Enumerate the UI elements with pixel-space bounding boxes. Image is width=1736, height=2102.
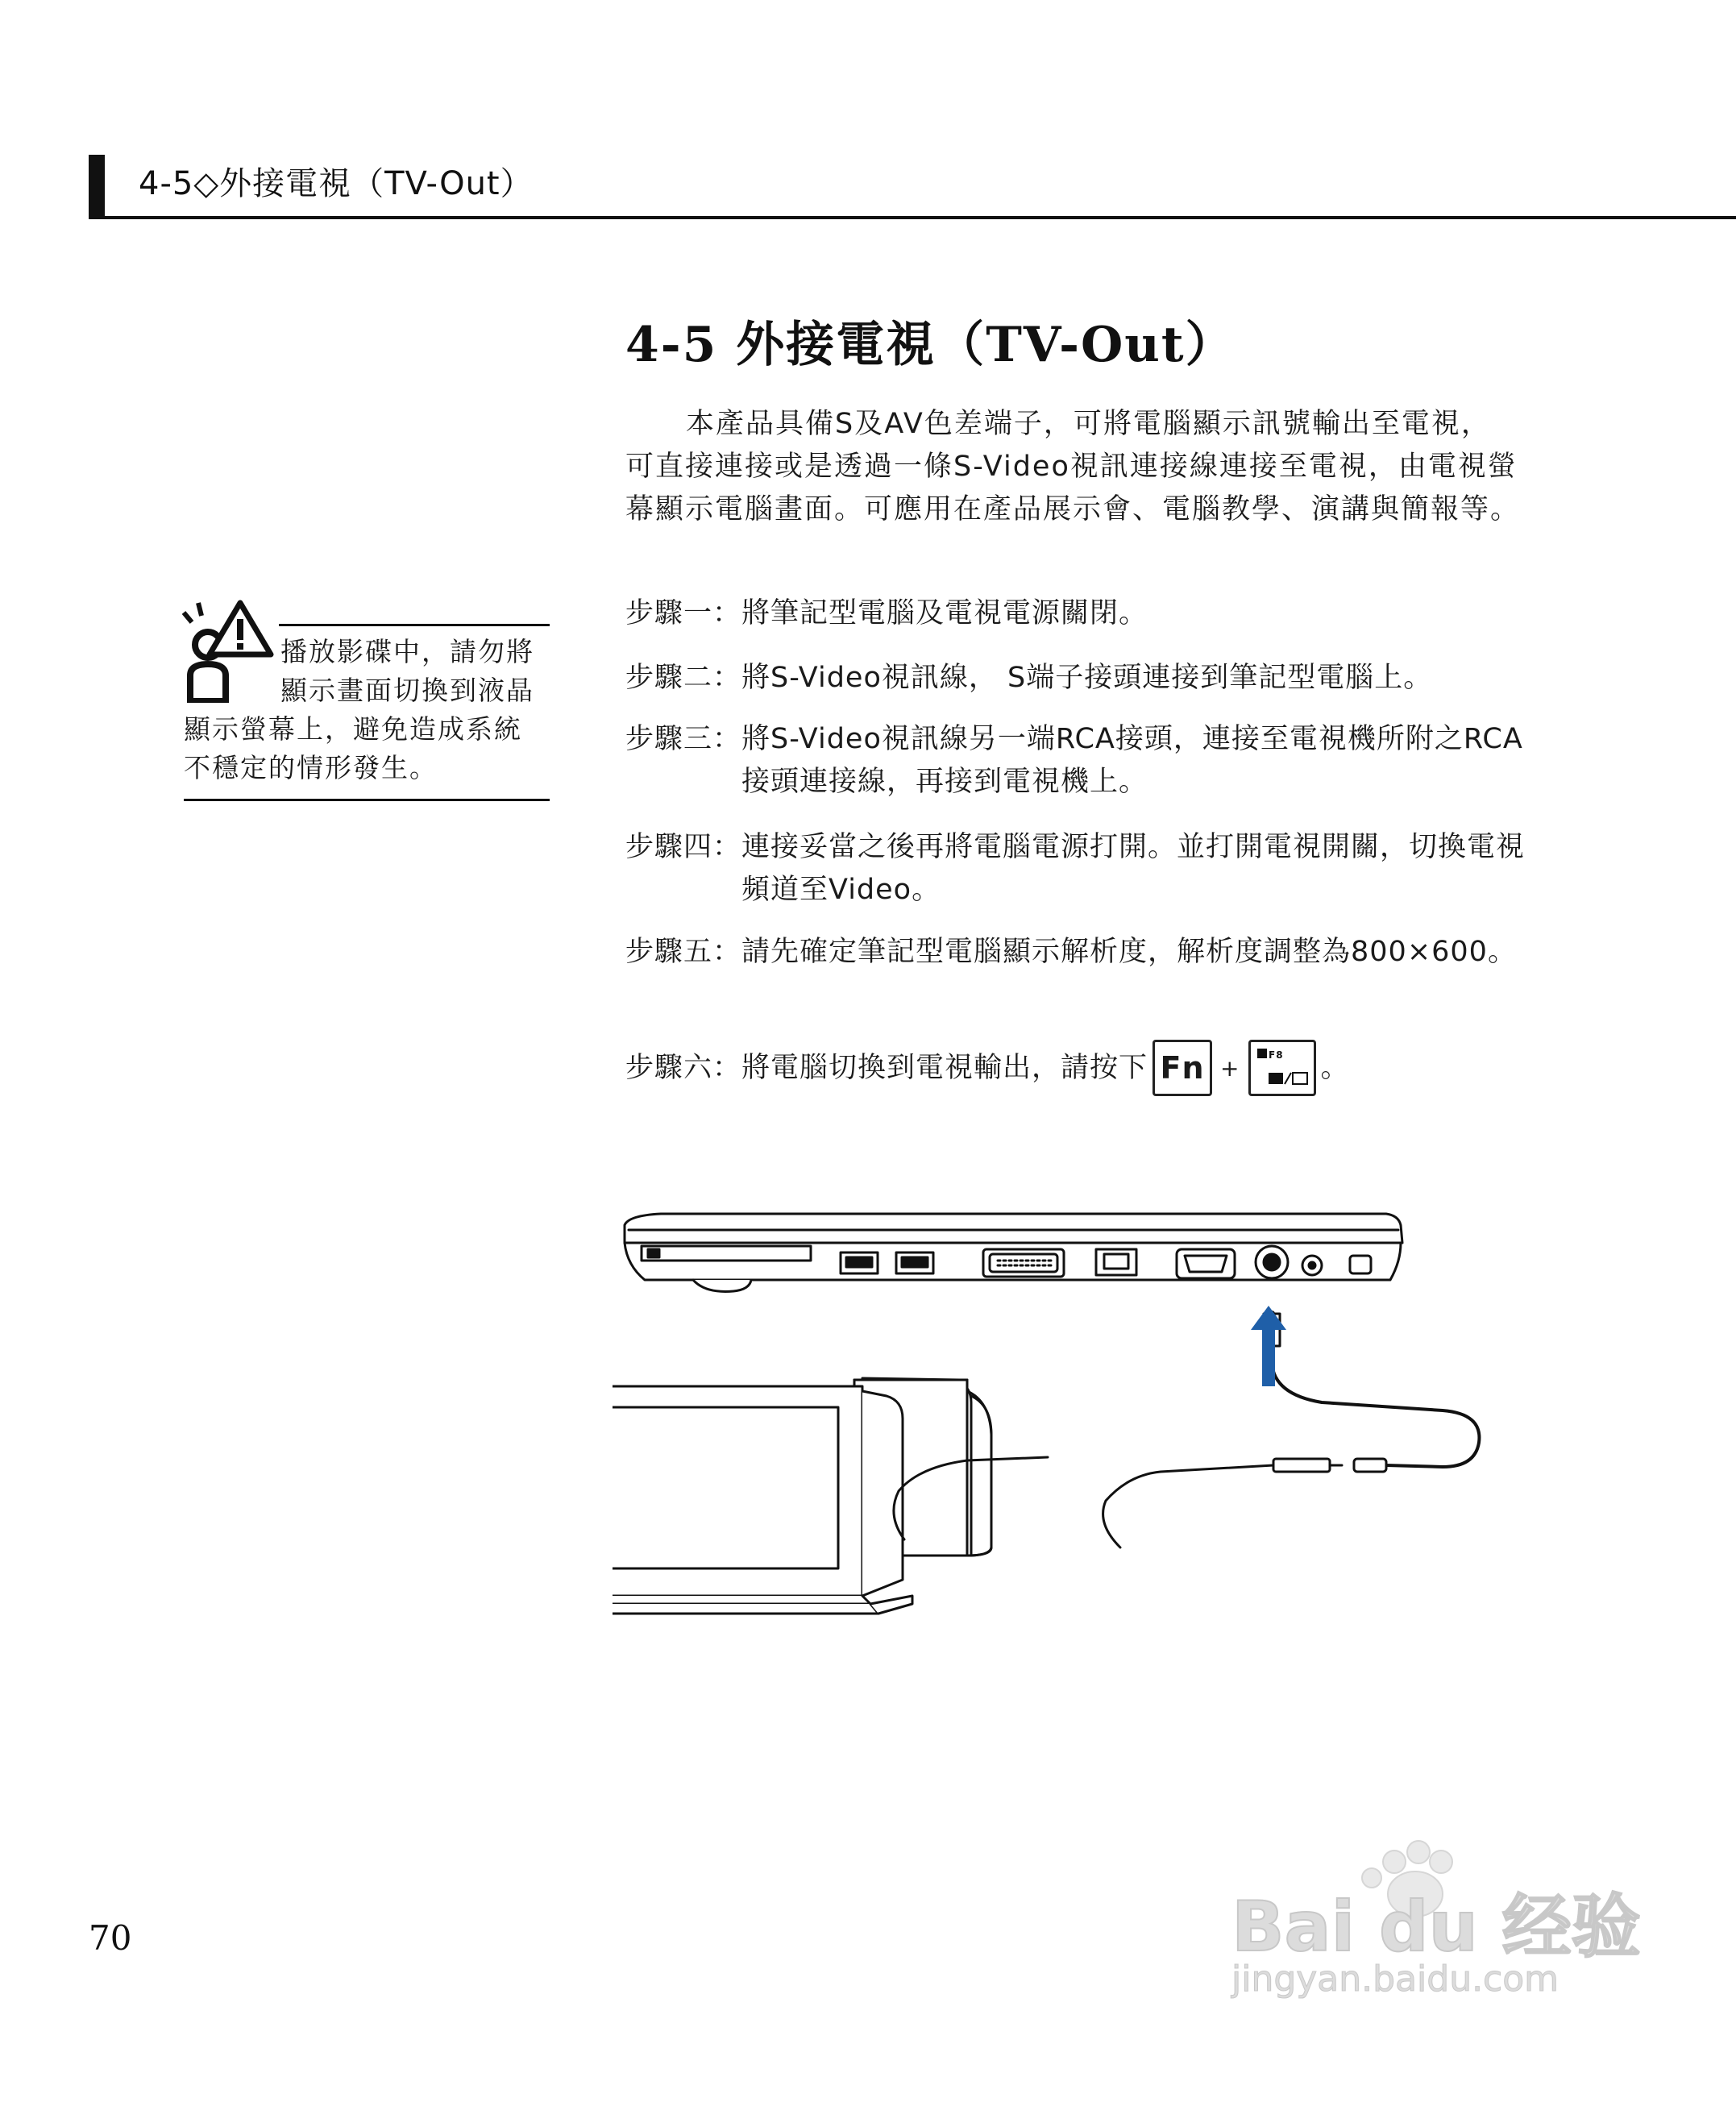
note-text-full — [184, 710, 554, 787]
step-end-punct: 。 — [1320, 1051, 1350, 1084]
note-rule-bottom — [184, 799, 550, 801]
fn-key-icon: Fn — [1152, 1040, 1212, 1096]
step-2 — [625, 657, 1536, 700]
step-label: 步驟六： — [625, 1051, 742, 1084]
step-text: 請先確定筆記型電腦顯示解析度，解析度調整為800×600。 — [741, 936, 1517, 968]
step-4 — [625, 826, 1536, 912]
step-text: 將電腦切換到電視輸出，請按下 — [741, 1051, 1148, 1084]
running-header: 4-5◇外接電視（TV-Out） — [139, 165, 534, 202]
warning-icon — [179, 598, 276, 703]
section-title: 4-5 外接電視（TV-Out） — [625, 317, 1236, 373]
connection-diagram — [613, 1201, 1499, 1620]
step-label: 步驟二： — [625, 662, 742, 694]
watermark-url: jingyan.baidu.com — [1231, 1959, 1559, 1999]
note-line-1: 播放影碟中，請勿將 — [280, 636, 534, 667]
step-text: 將S-Video視訊線， S端子接頭連接到筆記型電腦上。 — [741, 662, 1433, 694]
step-text: 將S-Video視訊線另一端RCA接頭，連接至電視機所附之RCA接頭連接線，再接到電視機上。 — [741, 723, 1523, 798]
step-text: 連接妥當之後再將電腦電源打開。並打開電視開關，切換電視頻道至Video。 — [741, 831, 1526, 906]
step-label: 步驟三： — [625, 723, 742, 755]
blue-arrow-icon — [1251, 1306, 1286, 1386]
note-text-indented — [280, 633, 554, 710]
plus-sign: + — [1220, 1054, 1240, 1082]
header-rule — [89, 216, 1736, 219]
watermark-brand: Bai du 经验 — [1231, 1887, 1641, 1967]
step-6 — [625, 1040, 1536, 1096]
page-number: 70 — [89, 1918, 132, 1958]
baidu-watermark-logo — [1225, 1838, 1644, 1999]
f8-key-label: F8 — [1268, 1049, 1284, 1061]
step-label: 步驟四： — [625, 831, 742, 863]
step-3 — [625, 718, 1536, 804]
note-line-4: 不穩定的情形發生。 — [184, 752, 438, 783]
note-rule-top — [279, 624, 550, 626]
step-5 — [625, 931, 1536, 974]
step-label: 步驟一： — [625, 597, 742, 629]
intro-paragraph: 本產品具備S及AV色差端子，可將電腦顯示訊號輸出至電視，可直接連接或是透過一條S-Video視訊連接線連接至電視，由電視螢幕顯示電腦畫面。可應用在產品展示會、電腦教學、演講與簡報等。 — [625, 408, 1521, 526]
note-line-3: 顯示螢幕上，避免造成系統 — [184, 713, 522, 745]
note-line-2: 顯示畫面切換到液晶 — [280, 675, 534, 706]
step-text: 將筆記型電腦及電視電源關閉。 — [741, 597, 1148, 629]
step-label: 步驟五： — [625, 936, 742, 968]
f8-display-toggle-key-icon — [1248, 1040, 1316, 1096]
header-accent-bar — [89, 155, 105, 219]
step-1 — [625, 592, 1536, 635]
